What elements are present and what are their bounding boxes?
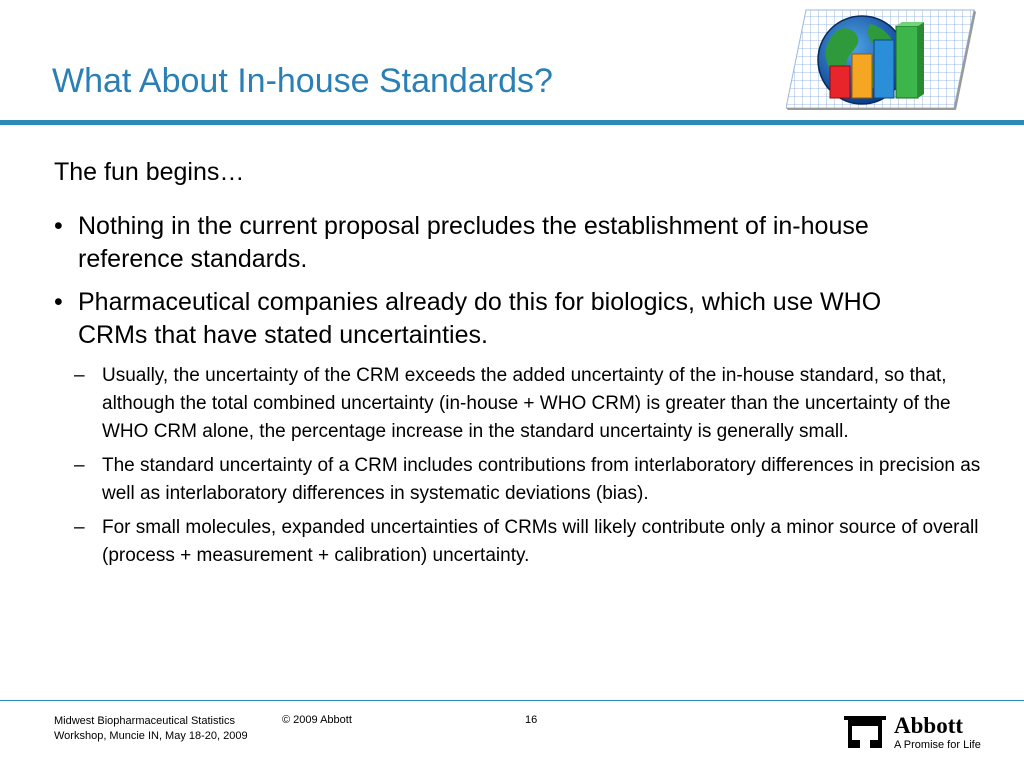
bullet-text: Pharmaceutical companies already do this for biologics, which use WHO CRMs that have stated uncertainties.	[78, 288, 882, 349]
bullet-text: Nothing in the current proposal precludes the establishment of in-house reference standards.	[78, 212, 869, 273]
sub-bullet-list	[54, 362, 981, 570]
bullet-marker: •	[54, 212, 63, 240]
footer-event-line2: Workshop, Muncie IN, May 18-20, 2009	[54, 730, 248, 742]
bullet-item	[54, 210, 954, 276]
sub-bullet-item	[54, 452, 1002, 508]
footer-event-line1: Midwest Biopharmaceutical Statistics	[54, 715, 235, 727]
footer-copyright: © 2009 Abbott	[282, 714, 352, 726]
globe-bar-chart-icon	[786, 8, 976, 110]
sub-bullet-text: Usually, the uncertainty of the CRM exceeds the added uncertainty of the in-house standard, so that, although the total combined uncertainty (in-house + WHO CRM) is greater than the uncertainty of the WHO CRM alone, the percentage increase in the standard uncertainty is generally small.	[102, 365, 951, 442]
bullet-list	[54, 210, 981, 576]
sub-bullet-text: For small molecules, expanded uncertainties of CRMs will likely contribute only a minor source of overall (process + measurement + calibration) uncertainty.	[102, 517, 979, 566]
slide-title: What About In-house Standards?	[52, 62, 553, 100]
title-divider	[0, 120, 1024, 125]
sub-bullet-marker: –	[74, 455, 85, 476]
sub-bullet-marker: –	[74, 517, 85, 538]
sub-bullet-item	[54, 362, 1002, 446]
brand-tagline: A Promise for Life	[894, 739, 981, 751]
footer-divider	[0, 700, 1024, 701]
page-number: 16	[525, 714, 538, 726]
sub-bullet-item	[54, 514, 1002, 570]
bullet-item	[54, 286, 954, 352]
sub-bullet-text: The standard uncertainty of a CRM includes contributions from interlaboratory differences in precision as well as interlaboratory differences in systematic deviations (bias).	[102, 455, 981, 504]
footer-event	[54, 714, 248, 744]
slide-subtitle: The fun begins…	[54, 158, 245, 186]
bullet-marker: •	[54, 288, 63, 316]
abbott-logo-icon	[844, 716, 886, 752]
abbott-logo	[844, 712, 984, 754]
sub-bullet-marker: –	[74, 365, 85, 386]
brand-name: Abbott	[894, 713, 964, 738]
